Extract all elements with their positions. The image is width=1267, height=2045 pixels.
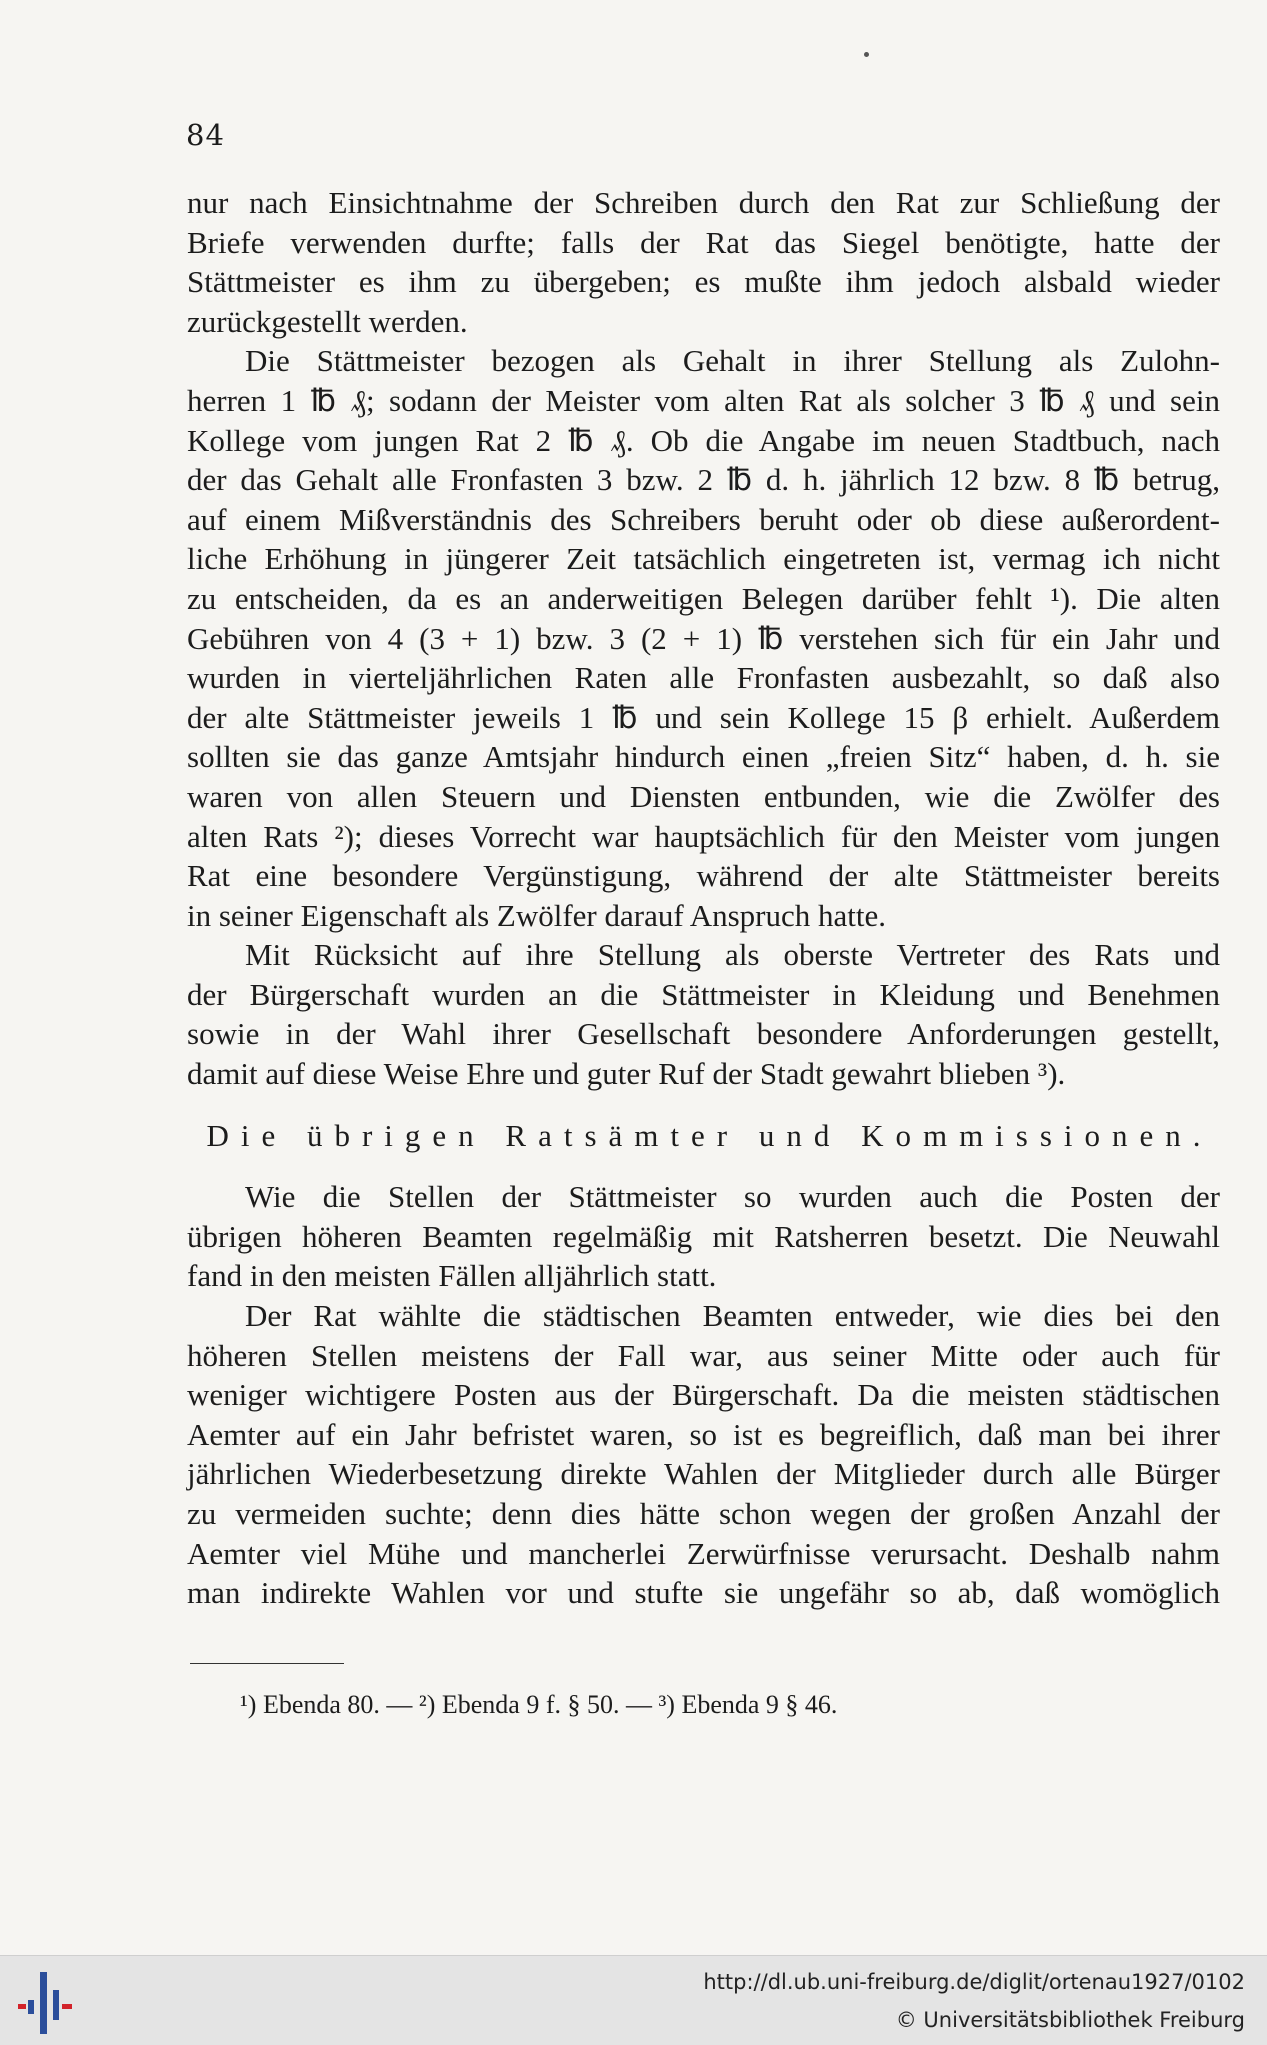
text-line: Briefe verwenden durfte; falls der Rat das Siegel benötigte, hatte der — [187, 224, 1220, 260]
text-line: Stättmeister es ihm zu übergeben; es mußte ihm jedoch alsbald wieder — [187, 264, 1220, 300]
permalink-url[interactable]: http://dl.ub.uni-freiburg.de/diglit/ortenau1927/0102 — [703, 1970, 1245, 1994]
text-line: der alte Stättmeister jeweils 1 ℔ und sein Kollege 15 β erhielt. Außerdem — [187, 699, 1220, 735]
text-line: der Bürgerschaft wurden an die Stättmeister in Kleidung und Benehmen — [187, 976, 1220, 1012]
text-line: fand in den meisten Fällen alljährlich statt. — [187, 1258, 717, 1294]
text-line: nur nach Einsichtnahme der Schreiben durch den Rat zur Schließung der — [187, 185, 1220, 220]
copyright-notice: © Universitätsbibliothek Freiburg — [895, 2008, 1245, 2032]
text-line: damit auf diese Weise Ehre und guter Ruf der Stadt gewahrt blieben ³). — [187, 1056, 1066, 1092]
text-line: zurückgestellt werden. — [187, 303, 468, 339]
text-line: sollten sie das ganze Amtsjahr hindurch einen „freien Sitz“ haben, d. h. sie — [187, 739, 1220, 775]
text-line: Aemter auf ein Jahr befristet waren, so ist es begreiflich, daß man bei ihrer — [187, 1416, 1220, 1452]
text-line: Mit Rücksicht auf ihre Stellung als oberste Vertreter des Rats und — [245, 937, 1220, 973]
text-line: auf einem Mißverständnis des Schreibers beruht oder ob diese außerordent- — [187, 501, 1220, 537]
text-line: zu entscheiden, da es an anderweitigen Belegen darüber fehlt ¹). Die alten — [187, 580, 1220, 616]
section-heading: Die übrigen Ratsämter und Kommissionen. — [206, 1117, 1213, 1153]
viewer-footer — [0, 1955, 1267, 2045]
text-line: zu vermeiden suchte; denn dies hätte schon wegen der großen Anzahl der — [187, 1496, 1220, 1531]
text-line: jährlichen Wiederbesetzung direkte Wahlen der Mitglieder durch alle Bürger — [187, 1456, 1220, 1492]
text-line: liche Erhöhung in jüngerer Zeit tatsächlich eingetreten ist, vermag ich nicht — [187, 541, 1220, 577]
text-line: höheren Stellen meistens der Fall war, aus seiner Mitte oder auch für — [187, 1337, 1220, 1373]
text-line: weniger wichtigere Posten aus der Bürgerschaft. Da die meisten städtischen — [187, 1377, 1220, 1413]
page-number: 84 — [186, 118, 225, 152]
text-line: man indirekte Wahlen vor und stufte sie ungefähr so ab, daß womöglich — [187, 1575, 1220, 1611]
text-line: waren von allen Steuern und Diensten entbunden, wie die Zwölfer des — [187, 778, 1220, 814]
text-line: Wie die Stellen der Stättmeister so wurden auch die Posten der — [245, 1179, 1220, 1215]
text-line: alten Rats ²); dieses Vorrecht war hauptsächlich für den Meister vom jungen — [187, 818, 1220, 854]
footnote-divider — [190, 1663, 344, 1664]
text-line: der das Gehalt alle Fronfasten 3 bzw. 2 ℔ d. h. jährlich 12 bzw. 8 ℔ betrug, — [187, 462, 1220, 498]
body-text — [187, 183, 1220, 1613]
text-line: wurden in vierteljährlichen Raten alle Fronfasten ausbezahlt, so daß also — [187, 660, 1220, 696]
text-line: Kollege vom jungen Rat 2 ℔ ₰. Ob die Angabe im neuen Stadtbuch, nach — [187, 422, 1220, 458]
footnotes: ¹) Ebenda 80. — ²) Ebenda 9 f. § 50. — ³) Ebenda 9 § 46. — [240, 1690, 838, 1719]
text-line: Aemter viel Mühe und mancherlei Zerwürfnisse verursacht. Deshalb nahm — [187, 1535, 1220, 1571]
text-line: herren 1 ℔ ₰; sodann der Meister vom alten Rat als solcher 3 ℔ ₰ und sein — [187, 382, 1220, 418]
text-line: übrigen höheren Beamten regelmäßig mit Ratsherren besetzt. Die Neuwahl — [187, 1218, 1220, 1254]
ub-freiburg-logo-icon[interactable] — [14, 1964, 78, 2040]
text-line: Die Stättmeister bezogen als Gehalt in ihrer Stellung als Zulohn- — [245, 343, 1220, 379]
text-line: Der Rat wählte die städtischen Beamten entweder, wie dies bei den — [245, 1298, 1220, 1334]
text-line: Rat eine besondere Vergünstigung, während der alte Stättmeister bereits — [187, 858, 1220, 894]
scan-speck — [864, 52, 869, 57]
text-line: Gebühren von 4 (3 + 1) bzw. 3 (2 + 1) ℔ verstehen sich für ein Jahr und — [187, 620, 1220, 656]
text-line: in seiner Eigenschaft als Zwölfer darauf Anspruch hatte. — [187, 897, 886, 933]
text-line: sowie in der Wahl ihrer Gesellschaft besondere Anforderungen gestellt, — [187, 1016, 1220, 1052]
